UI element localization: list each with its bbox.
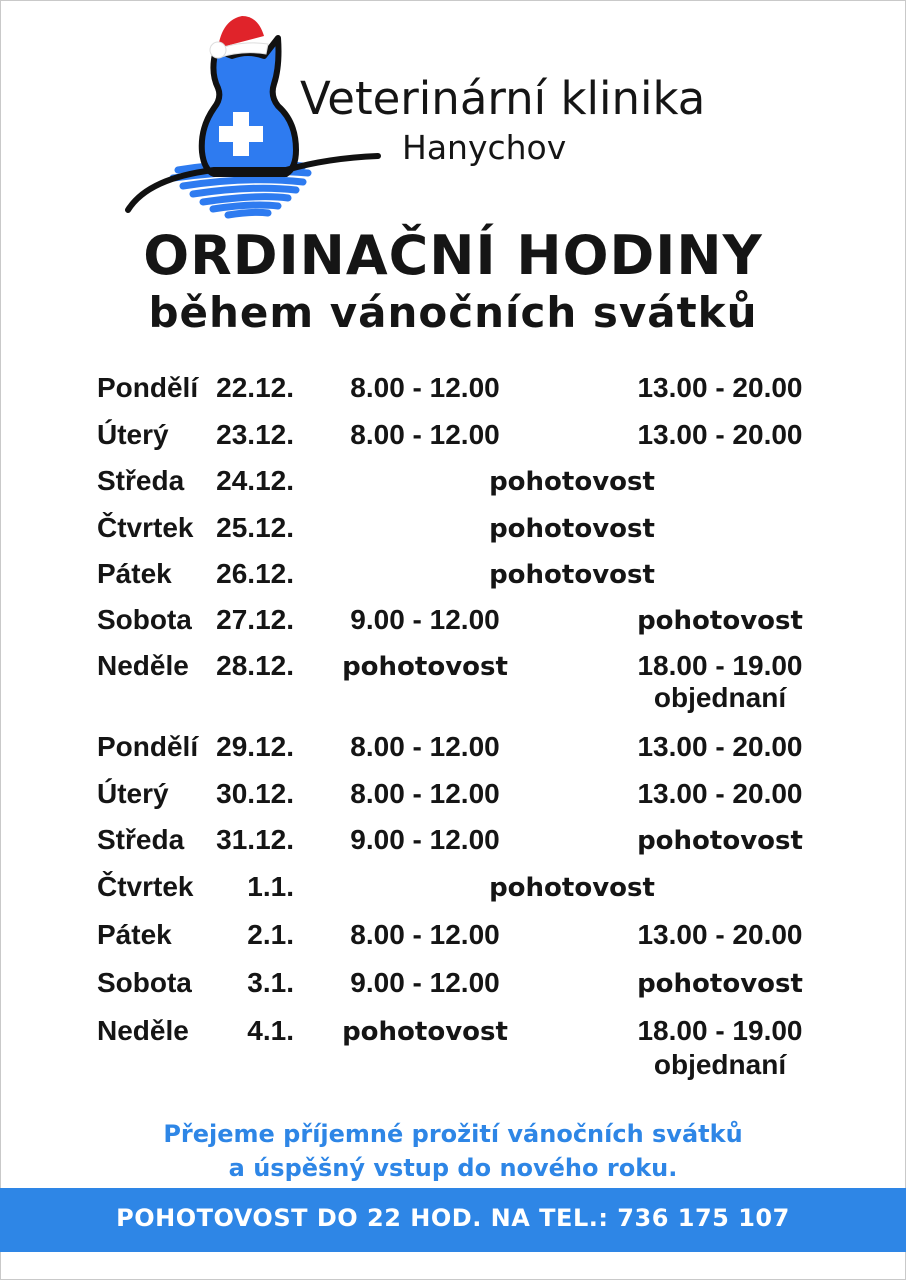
schedule-date: 29.12. <box>216 731 294 762</box>
schedule-date: 30.12. <box>216 778 294 809</box>
schedule-date: 31.12. <box>216 824 294 855</box>
schedule-date: 23.12. <box>216 419 294 450</box>
emergency-phone-text: POHOTOVOST DO 22 HOD. NA TEL.: 736 175 107 <box>116 1204 790 1232</box>
clinic-name: Veterinární klinika <box>300 72 706 125</box>
schedule-day: Úterý <box>97 778 169 809</box>
schedule-afternoon-hours: 13.00 - 20.00 <box>637 919 803 950</box>
schedule-morning-hours: 8.00 - 12.00 <box>350 419 500 450</box>
greeting-line-2: a úspěšný vstup do nového roku. <box>228 1154 678 1182</box>
schedule-afternoon-emergency: pohotovost <box>637 969 803 999</box>
schedule-afternoon-hours: 13.00 - 20.00 <box>637 731 803 762</box>
schedule-note: objednaní <box>653 682 787 713</box>
schedule-day: Středa <box>97 824 185 855</box>
schedule-day: Středa <box>97 465 185 496</box>
schedule-date: 26.12. <box>216 558 294 589</box>
schedule-date: 3.1. <box>247 967 294 998</box>
schedule-morning-emergency: pohotovost <box>342 652 508 682</box>
schedule-date: 1.1. <box>247 871 294 902</box>
schedule-morning-hours: 9.00 - 12.00 <box>350 967 500 998</box>
schedule-day: Pátek <box>97 558 172 589</box>
schedule-day: Sobota <box>97 604 192 635</box>
schedule-emergency: pohotovost <box>489 467 655 497</box>
schedule-morning-hours: 8.00 - 12.00 <box>350 919 500 950</box>
schedule-date: 25.12. <box>216 512 294 543</box>
footer-banner <box>0 1188 906 1252</box>
schedule-day: Pátek <box>97 919 172 950</box>
schedule-date: 24.12. <box>216 465 294 496</box>
schedule-day: Úterý <box>97 419 169 450</box>
schedule-afternoon-hours: 13.00 - 20.00 <box>637 372 803 403</box>
schedule-emergency: pohotovost <box>489 873 655 903</box>
page-title: ORDINAČNÍ HODINY <box>143 224 763 287</box>
schedule-afternoon-hours: 18.00 - 19.00 <box>637 1015 803 1046</box>
schedule-morning-hours: 8.00 - 12.00 <box>350 372 500 403</box>
schedule-day: Čtvrtek <box>97 512 194 543</box>
schedule-afternoon-hours: 18.00 - 19.00 <box>637 650 803 681</box>
schedule-emergency: pohotovost <box>489 560 655 590</box>
schedule-day: Sobota <box>97 967 192 998</box>
schedule-date: 22.12. <box>216 372 294 403</box>
schedule-date: 4.1. <box>247 1015 294 1046</box>
schedule-morning-emergency: pohotovost <box>342 1017 508 1047</box>
schedule-afternoon-hours: 13.00 - 20.00 <box>637 778 803 809</box>
greeting-line-1: Přejeme příjemné prožití vánočních svátků <box>163 1120 743 1148</box>
schedule-day: Pondělí <box>97 372 199 403</box>
schedule-morning-hours: 9.00 - 12.00 <box>350 824 500 855</box>
schedule-date: 27.12. <box>216 604 294 635</box>
schedule-afternoon-emergency: pohotovost <box>637 826 803 856</box>
page-subtitle: během vánočních svátků <box>148 288 758 337</box>
schedule-day: Neděle <box>97 1015 189 1046</box>
clinic-location: Hanychov <box>402 128 567 167</box>
schedule-morning-hours: 8.00 - 12.00 <box>350 731 500 762</box>
schedule-day: Neděle <box>97 650 189 681</box>
schedule-morning-hours: 9.00 - 12.00 <box>350 604 500 635</box>
schedule-note: objednaní <box>653 1049 787 1080</box>
schedule-emergency: pohotovost <box>489 514 655 544</box>
schedule-date: 2.1. <box>247 919 294 950</box>
schedule-day: Pondělí <box>97 731 199 762</box>
schedule-afternoon-emergency: pohotovost <box>637 606 803 636</box>
schedule-morning-hours: 8.00 - 12.00 <box>350 778 500 809</box>
schedule-day: Čtvrtek <box>97 871 194 902</box>
schedule-date: 28.12. <box>216 650 294 681</box>
schedule-afternoon-hours: 13.00 - 20.00 <box>637 419 803 450</box>
